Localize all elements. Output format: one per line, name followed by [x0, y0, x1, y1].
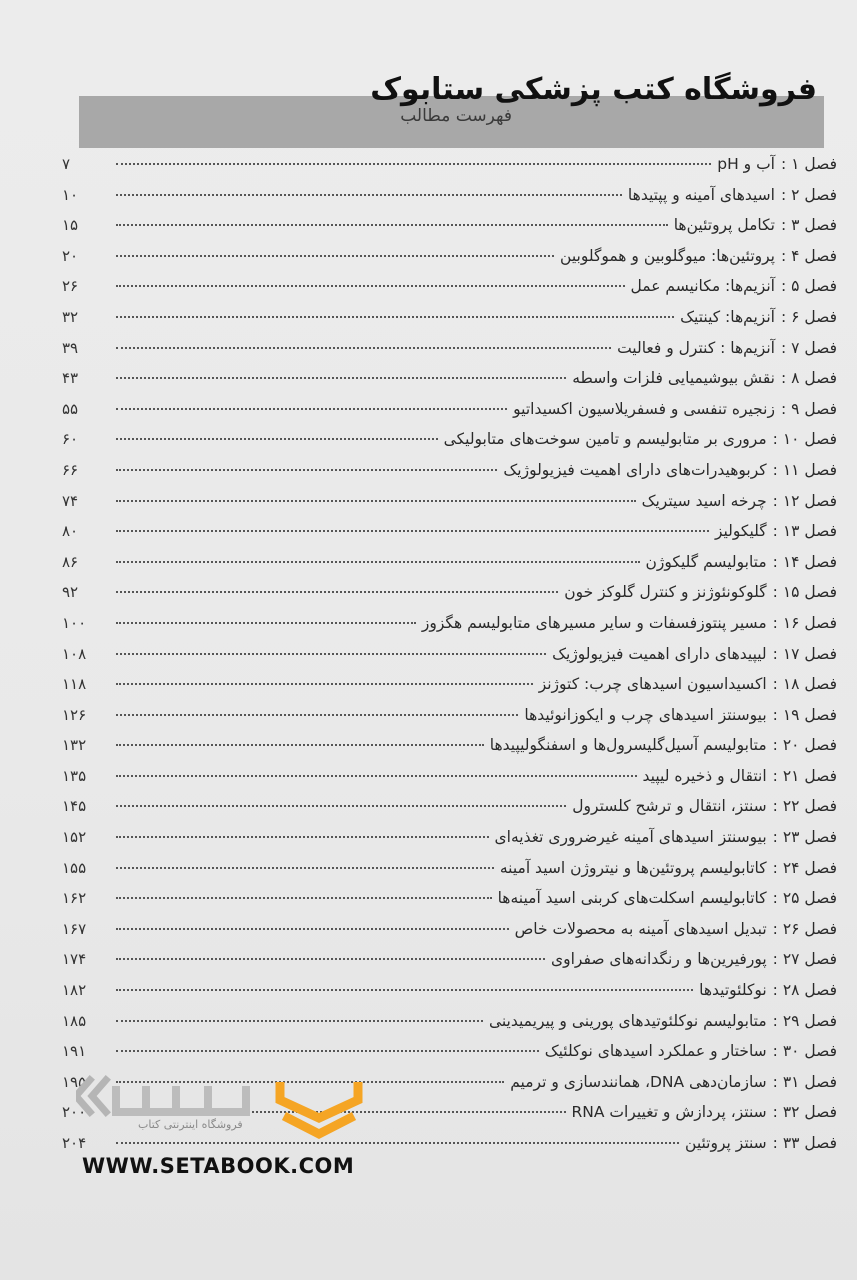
toc-entry	[62, 553, 837, 584]
chapter-label: فصل ۳۲ :	[772, 1103, 837, 1122]
toc-entry	[62, 1012, 837, 1043]
page-number: ۳۹	[62, 338, 79, 357]
toc-entry	[62, 797, 837, 828]
dot-leader	[116, 469, 497, 471]
toc-entry	[62, 186, 837, 217]
chapter-label: فصل ۲۰ :	[772, 736, 837, 755]
chapter-label: فصل ۲۷ :	[772, 950, 837, 969]
chapter-label: فصل ۸ :	[780, 369, 837, 388]
dot-leader	[116, 255, 554, 257]
toc-entry	[62, 950, 837, 981]
page-number: ۵۵	[62, 399, 79, 418]
page-number: ۱۹۵	[62, 1072, 87, 1091]
toc-entry	[62, 889, 837, 920]
chapter-label: فصل ۹ :	[780, 399, 837, 418]
chapter-title: بیوسنتز اسیدهای چرب و ایکوزانوئیدها	[524, 705, 767, 724]
chapter-label: فصل ۳۰ :	[772, 1042, 837, 1061]
dot-leader	[116, 224, 668, 226]
toc-entry	[62, 736, 837, 767]
page-number: ۱۳۵	[62, 766, 87, 785]
chapter-label: فصل ۱۲ :	[772, 491, 837, 510]
chapter-label: فصل ۲۹ :	[772, 1011, 837, 1030]
chapter-title: سنتز، پردازش و تغییرات RNA	[571, 1103, 767, 1122]
toc-entry	[62, 522, 837, 553]
chapter-label: فصل ۲۵ :	[772, 889, 837, 908]
dot-leader	[116, 530, 709, 532]
chapter-title: سازمان‌دهی DNA، همانندسازی و ترمیم	[510, 1072, 767, 1091]
chapter-label: فصل ۳۱ :	[772, 1072, 837, 1091]
page-number: ۷۴	[62, 491, 79, 510]
dot-leader	[116, 744, 484, 746]
dot-leader	[116, 989, 693, 991]
toc-entry	[62, 706, 837, 737]
chapter-label: فصل ۱۵ :	[772, 583, 837, 602]
page-number: ۱۵	[62, 216, 79, 235]
page-number: ۸۶	[62, 552, 79, 571]
page-number: ۲۶	[62, 277, 79, 296]
chapter-label: فصل ۱۶ :	[772, 613, 837, 632]
chapter-title: کربوهیدرات‌های دارای اهمیت فیزیولوژیک	[503, 460, 767, 479]
page-number: ۲۰۰	[62, 1103, 87, 1122]
chapter-label: فصل ۱۸ :	[772, 675, 837, 694]
toc-entry	[62, 461, 837, 492]
page-number: ۱۶۲	[62, 889, 87, 908]
chapter-label: فصل ۱۳ :	[772, 522, 837, 541]
toc-entry	[62, 614, 837, 645]
dot-leader	[116, 163, 711, 165]
dot-leader	[116, 408, 507, 410]
toc-entry	[62, 859, 837, 890]
chapter-label: فصل ۱۷ :	[772, 644, 837, 663]
chapter-label: فصل ۲ :	[780, 185, 837, 204]
page-number: ۱۸۲	[62, 981, 87, 1000]
chapter-title: متابولیسم گلیکوژن	[645, 552, 767, 571]
page-number: ۱۶۷	[62, 919, 87, 938]
dot-leader	[116, 928, 509, 930]
page-number: ۱۱۸	[62, 675, 87, 694]
book-shield-icon	[274, 1072, 364, 1142]
chapter-title: تبدیل اسیدهای آمینه به محصولات خاص	[514, 919, 767, 938]
chapter-label: فصل ۶ :	[780, 307, 837, 326]
toc-entry	[62, 430, 837, 461]
chapter-label: فصل ۳۳ :	[772, 1134, 837, 1152]
chapter-title: ساختار و عملکرد اسیدهای نوکلئیک	[544, 1042, 767, 1061]
chapter-title: نقش بیوشیمیایی فلزات واسطه	[572, 369, 775, 388]
dot-leader	[116, 836, 489, 838]
dot-leader	[116, 194, 622, 196]
page-number: ۱۵۵	[62, 858, 87, 877]
chapter-title: آنزیم‌ها: کینتیک	[680, 307, 775, 326]
dot-leader	[116, 622, 416, 624]
dot-leader	[116, 377, 566, 379]
chapter-label: فصل ۷ :	[780, 338, 837, 357]
chapter-title: سنتز، انتقال و ترشح کلسترول	[572, 797, 767, 816]
page-number: ۶۰	[62, 430, 79, 449]
dot-leader	[116, 1050, 539, 1052]
chapter-label: فصل ۲۱ :	[772, 766, 837, 785]
dot-leader	[116, 591, 558, 593]
page-number: ۱۰	[62, 185, 79, 204]
dot-leader	[116, 958, 545, 960]
toc-entry	[62, 277, 837, 308]
chapter-title: سنتز پروتئین	[685, 1134, 767, 1152]
watermark-url: WWW.SETABOOK.COM	[82, 1154, 355, 1178]
page-number: ۱۲۶	[62, 705, 87, 724]
page-number: ۱۰۸	[62, 644, 87, 663]
dot-leader	[116, 561, 640, 563]
page-number: ۱۵۲	[62, 828, 87, 847]
toc-entry	[62, 400, 837, 431]
chapter-title: بیوسنتز اسیدهای آمینه غیرضروری تغذیه‌ای	[494, 828, 767, 847]
chapter-title: آب و pH	[717, 155, 775, 173]
chapter-title: آنزیم‌ها : کنترل و فعالیت	[617, 338, 775, 357]
chapter-label: فصل ۳ :	[780, 216, 837, 235]
chapter-label: فصل ۲۲ :	[772, 797, 837, 816]
toc-entry	[62, 767, 837, 798]
chapter-title: مسیر پنتوزفسفات و سایر مسیرهای متابولیسم هگزوز	[421, 613, 767, 632]
toc-entry	[62, 583, 837, 614]
store-title: فروشگاه کتب پزشکی ستابوک	[370, 72, 817, 107]
toc-entry	[62, 492, 837, 523]
chapter-label: فصل ۲۴ :	[772, 858, 837, 877]
chapter-title: لیپیدهای دارای اهمیت فیزیولوژیک	[552, 644, 767, 663]
chapter-title: کاتابولیسم پروتئین‌ها و نیتروژن اسید آمینه	[499, 858, 767, 877]
chapter-label: فصل ۱۱ :	[772, 460, 837, 479]
chapter-label: فصل ۱۹ :	[772, 705, 837, 724]
toc-entry	[62, 247, 837, 278]
dot-leader	[116, 775, 637, 777]
page-number: ۲۰	[62, 246, 79, 265]
toc-entry	[62, 369, 837, 400]
page-number: ۴۳	[62, 369, 79, 388]
chapter-title: اکسیداسیون اسیدهای چرب: کتوژنز	[538, 675, 767, 694]
dot-leader	[116, 683, 533, 685]
dot-leader	[116, 285, 625, 287]
toc-entry	[62, 216, 837, 247]
chapter-title: تکامل پروتئین‌ها	[673, 216, 775, 235]
page-number: ۱۰۰	[62, 613, 87, 632]
chapter-label: فصل ۲۶ :	[772, 919, 837, 938]
chapter-title: اسیدهای آمینه و پپتیدها	[627, 185, 775, 204]
dot-leader	[116, 653, 546, 655]
dot-leader	[116, 438, 438, 440]
toc-heading: فهرست مطالب	[400, 106, 512, 126]
toc-entry	[62, 920, 837, 951]
chapter-title: متابولیسم نوکلئوتیدهای پورینی و پیریمیدینی	[488, 1011, 767, 1030]
toc-entry	[62, 308, 837, 339]
chapter-title: مروری بر متابولیسم و تامین سوخت‌های متابولیکی	[443, 430, 767, 449]
chapter-title: نوکلئوتیدها	[699, 981, 767, 1000]
chapter-label: فصل ۴ :	[780, 246, 837, 265]
dot-leader	[116, 500, 636, 502]
chapter-title: انتقال و ذخیره لیپید	[642, 766, 767, 785]
page-number: ۸۰	[62, 522, 79, 541]
page-number: ۷	[62, 155, 71, 173]
chapter-title: چرخه اسید سیتریک	[641, 491, 767, 510]
page-number: ۱۸۵	[62, 1011, 87, 1030]
toc-entry	[62, 339, 837, 370]
chapter-title: پورفیرین‌ها و رنگدانه‌های صفراوی	[551, 950, 767, 969]
page-number: ۱۷۴	[62, 950, 87, 969]
dot-leader	[116, 347, 611, 349]
watermark	[68, 1068, 368, 1188]
page-number: ۱۹۱	[62, 1042, 87, 1061]
page-number: ۳۲	[62, 307, 79, 326]
page-number: ۶۶	[62, 460, 79, 479]
chapter-label: فصل ۱۰ :	[772, 430, 837, 449]
chapter-title: کاتابولیسم اسکلت‌های کربنی اسید آمینه‌ها	[497, 889, 767, 908]
dot-leader	[116, 897, 492, 899]
chapter-title: پروتئین‌ها: میوگلوبین و هموگلوبین	[560, 246, 775, 265]
page-number: ۹۲	[62, 583, 79, 602]
dot-leader	[116, 867, 494, 869]
chapter-title: آنزیم‌ها: مکانیسم عمل	[630, 277, 775, 296]
chapter-label: فصل ۵ :	[780, 277, 837, 296]
dot-leader	[116, 714, 518, 716]
toc-entry	[62, 675, 837, 706]
page-number: ۱۴۵	[62, 797, 87, 816]
page-number: ۱۳۲	[62, 736, 87, 755]
toc-entry	[62, 828, 837, 859]
dot-leader	[116, 1020, 483, 1022]
dot-leader	[116, 316, 674, 318]
chapter-label: فصل ۱۴ :	[772, 552, 837, 571]
toc-entry	[62, 645, 837, 676]
chapter-label: فصل ۲۳ :	[772, 828, 837, 847]
toc-entry	[62, 155, 837, 186]
chapter-title: متابولیسم آسیل‌گلیسرول‌ها و اسفنگولیپیدها	[489, 736, 767, 755]
chapter-title: گلیکولیز	[714, 522, 767, 541]
table-of-contents	[62, 155, 837, 1165]
toc-entry	[62, 981, 837, 1012]
chapter-label: فصل ۱ :	[780, 155, 837, 173]
chapter-label: فصل ۲۸ :	[772, 981, 837, 1000]
page-number: ۲۰۴	[62, 1134, 87, 1152]
watermark-subtitle: فروشگاه اینترنتی کتاب	[138, 1118, 243, 1131]
dot-leader	[116, 805, 566, 807]
chapter-title: گلوکونئوژنز و کنترل گلوکز خون	[564, 583, 767, 602]
chapter-title: زنجیره تنفسی و فسفریلاسیون اکسیداتیو	[513, 399, 775, 418]
